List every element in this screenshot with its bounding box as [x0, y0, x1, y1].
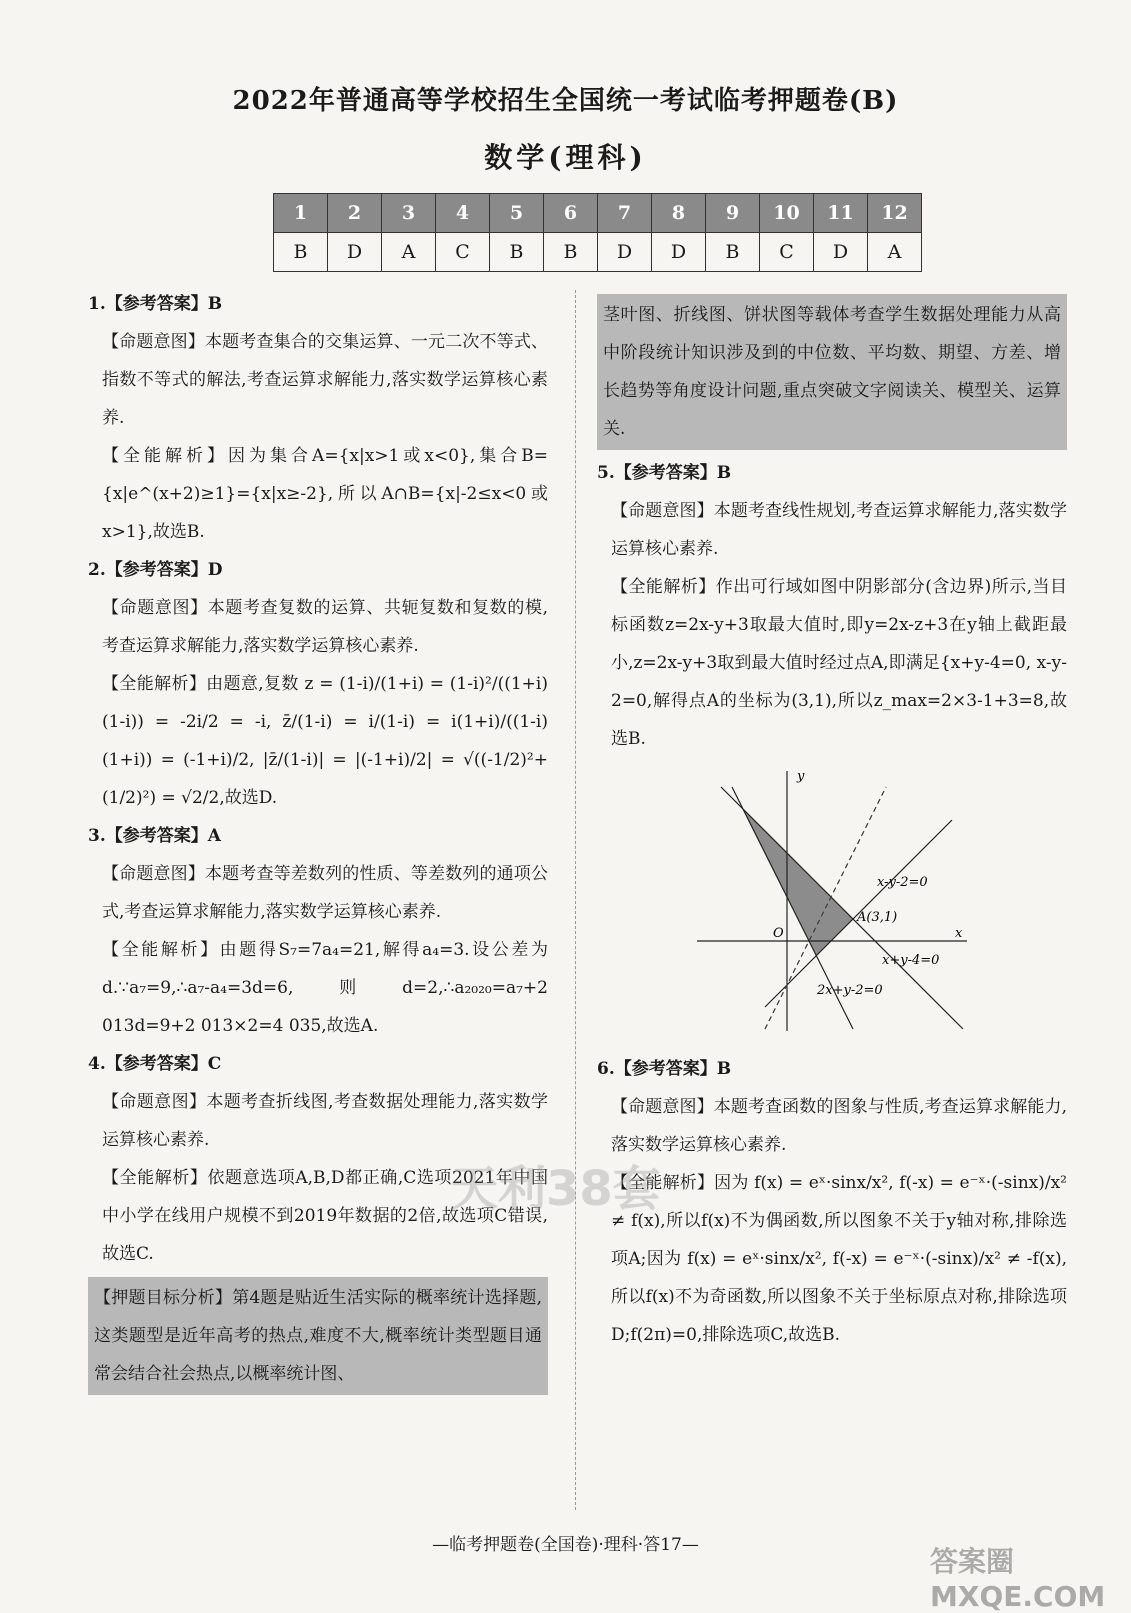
graph-label-x-axis: x	[955, 926, 963, 941]
graph-label-line2: x+y-4=0	[882, 953, 940, 968]
answer-table-header-row	[274, 194, 922, 233]
explanation-paragraph: 【命题意图】本题考查线性规划,考查运算求解能力,落实数学运算核心素养.	[611, 501, 1067, 559]
explanation-paragraph: 【命题意图】本题考查集合的交集运算、一元二次不等式、指数不等式的解法,考查运算求解能力,落实数学运算核心素养.	[102, 332, 548, 428]
answer-table-answer-cell: A	[382, 233, 436, 272]
question-answer-heading: 1.【参考答案】B	[88, 294, 223, 314]
page-subtitle: 数学(理科)	[484, 141, 647, 174]
answer-table-answer-cell: D	[814, 233, 868, 272]
answer-table-number-cell: 12	[868, 194, 922, 233]
answer-table-number-cell: 1	[274, 194, 328, 233]
page-title: 2022年普通高等学校招生全国统一考试临考押题卷(B)	[232, 86, 899, 116]
left-column	[88, 285, 548, 1399]
answer-table-answer-cell: B	[274, 233, 328, 272]
question-answer-heading: 5.【参考答案】B	[597, 463, 732, 483]
graph-label-point-a: A(3,1)	[857, 910, 898, 925]
feasible-region	[743, 809, 853, 956]
answer-table-number-cell: 2	[328, 194, 382, 233]
feasible-region-graph	[697, 766, 977, 1036]
analysis-shaded-box: 茎叶图、折线图、饼状图等载体考查学生数据处理能力从高中阶段统计知识涉及到的中位数、平均数、期望、方差、增长趋势等角度设计问题,重点突破文字阅读关、模型关、运算关.	[597, 294, 1067, 450]
explanation-paragraph: 【命题意图】本题考查函数的图象与性质,考查运算求解能力,落实数学运算核心素养.	[611, 1097, 1067, 1155]
explanation-paragraph: 【全能解析】由题意,复数 z = (1-i)/(1+i) = (1-i)²/((1+i)(1-i)) = -2i/2 = -i, z̄/(1-i) = i/(1-i) = i(1+i)/((1-i)(1+i)) = (-1+i)/2, |z̄/(1-i)| = |(-1+i)/2| = √((-1/2)²+(1/2)²) = √2/2,故选D.	[102, 674, 548, 808]
graph-label-origin: O	[773, 926, 784, 941]
answer-table-answer-cell: D	[652, 233, 706, 272]
answer-table-answer-cell: A	[868, 233, 922, 272]
question-answer-heading: 2.【参考答案】D	[88, 560, 223, 580]
answer-table-answer-cell: B	[490, 233, 544, 272]
graph-label-y-axis: y	[797, 769, 805, 784]
question-answer-heading: 6.【参考答案】B	[597, 1059, 732, 1079]
watermark: 天利38套	[450, 1161, 661, 1217]
answer-table-answer-cell: C	[436, 233, 490, 272]
right-column	[597, 290, 1067, 1354]
explanation-paragraph: 【全能解析】依题意选项A,B,D都正确,C选项2021年中国中小学在线用户规模不到2019年数据的2倍,故选项C错误,故选C.	[102, 1168, 548, 1264]
answer-table-number-cell: 3	[382, 194, 436, 233]
answer-table-answer-row	[274, 233, 922, 272]
explanation-paragraph: 【全能解析】由题得S₇=7a₄=21,解得a₄=3.设公差为d.∵a₇=9,∴a₇-a₄=3d=6,则d=2,∴a₂₀₂₀=a₇+2 013d=9+2 013×2=4 035,故选A.	[102, 940, 548, 1036]
answer-table-number-cell: 9	[706, 194, 760, 233]
corner-watermark: 答案圈 MXQE.COM	[930, 1545, 1106, 1613]
question-answer-heading: 4.【参考答案】C	[88, 1054, 222, 1074]
explanation-paragraph: 【全能解析】作出可行域如图中阴影部分(含边界)所示,当目标函数z=2x-y+3取最大值时,即y=2x-z+3在y轴上截距最小,z=2x-y+3取到最大值时经过点A,即满足{x+y-4=0, x-y-2=0,解得点A的坐标为(3,1),所以z_max=2×3-1+3=8,故选B.	[611, 577, 1067, 749]
answer-table-number-cell: 11	[814, 194, 868, 233]
page-footer: —临考押题卷(全国卷)·理科·答17—	[432, 1535, 699, 1555]
explanation-paragraph: 【全能解析】因为 f(x) = eˣ·sinx/x², f(-x) = e⁻ˣ·(-sinx)/x² ≠ f(x),所以f(x)不为偶函数,所以图象不关于y轴对称,排除选项A;因为 f(x) = eˣ·sinx/x², f(-x) = e⁻ˣ·(-sinx)/x² ≠ -f(x),所以f(x)不为奇函数,所以图象不关于坐标原点对称,排除选项D;f(2π)=0,排除选项C,故选B.	[611, 1173, 1067, 1345]
graph-label-line1: x-y-2=0	[877, 875, 928, 890]
explanation-paragraph: 【命题意图】本题考查折线图,考查数据处理能力,落实数学运算核心素养.	[102, 1092, 548, 1150]
question-answer-heading: 3.【参考答案】A	[88, 826, 221, 846]
explanation-paragraph: 【全能解析】因为集合A={x|x>1或x<0},集合B={x|e^(x+2)≥1}={x|x≥-2},所以A∩B={x|-2≤x<0或x>1},故选B.	[102, 446, 548, 542]
answer-table-answer-cell: D	[328, 233, 382, 272]
column-divider	[575, 290, 576, 1510]
answer-table-number-cell: 7	[598, 194, 652, 233]
graph-label-line3: 2x+y-2=0	[817, 983, 883, 998]
answer-table-number-cell: 10	[760, 194, 814, 233]
answer-table-number-cell: 4	[436, 194, 490, 233]
answer-table	[273, 193, 922, 272]
explanation-paragraph: 【命题意图】本题考查等差数列的性质、等差数列的通项公式,考查运算求解能力,落实数学运算核心素养.	[102, 864, 548, 922]
explanation-paragraph: 【命题意图】本题考查复数的运算、共轭复数和复数的模,考查运算求解能力,落实数学运算核心素养.	[102, 598, 548, 656]
answer-table-number-cell: 6	[544, 194, 598, 233]
answer-table-number-cell: 8	[652, 194, 706, 233]
answer-table-answer-cell: B	[544, 233, 598, 272]
answer-table-number-cell: 5	[490, 194, 544, 233]
answer-table-answer-cell: B	[706, 233, 760, 272]
answer-table-answer-cell: D	[598, 233, 652, 272]
analysis-shaded-box: 【押题目标分析】第4题是贴近生活实际的概率统计选择题,这类题型是近年高考的热点,难度不大,概率统计类型题目通常会结合社会热点,以概率统计图、	[88, 1277, 548, 1395]
answer-table-answer-cell: C	[760, 233, 814, 272]
